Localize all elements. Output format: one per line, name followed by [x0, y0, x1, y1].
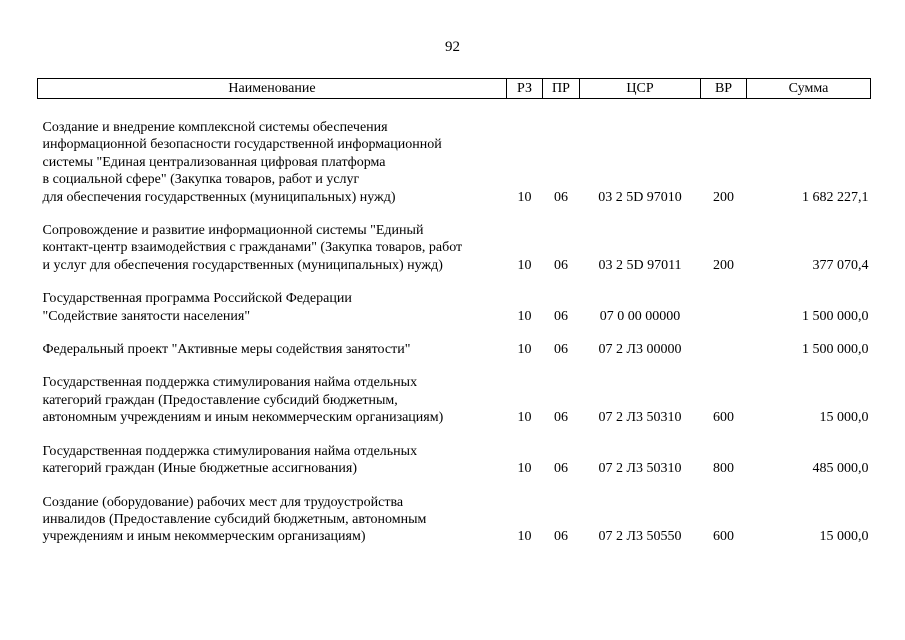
- row-sum: 1 500 000,0: [802, 342, 869, 358]
- table-row: [38, 358, 871, 426]
- row-name: Федеральный проект "Активные меры содействия занятости": [42, 342, 411, 358]
- table-row: [38, 99, 871, 207]
- row-csr: 07 0 00 00000: [599, 308, 681, 324]
- row-name: Создание (оборудование) рабочих мест для трудоустройства инвалидов (Предоставление субсидий бюджетным, автономным учреждениям и иным некоммерческим организациям): [42, 494, 427, 545]
- row-rz: 10: [517, 308, 532, 324]
- row-pr: 06: [554, 461, 568, 477]
- row-rz: 10: [517, 529, 532, 545]
- row-vr: 800: [713, 461, 734, 477]
- row-pr: 06: [554, 189, 568, 205]
- row-rz: 10: [517, 461, 532, 477]
- row-pr: 06: [554, 342, 568, 358]
- row-rz: 10: [517, 342, 532, 358]
- header-pr: ПР: [543, 79, 580, 99]
- row-name: Создание и внедрение комплексной системы обеспечения информационной безопасности государственной информационной системы "Единая централизованная цифровая платформа в социальной сфере" (Закупка товаров, работ и услуг для обеспечения государственных (муниципальных) нужд): [42, 120, 442, 205]
- table-row: [38, 274, 871, 325]
- row-pr: 06: [554, 308, 568, 324]
- table-row: [38, 427, 871, 478]
- row-vr: 600: [713, 529, 734, 545]
- header-csr: ЦСР: [580, 79, 701, 99]
- row-sum: 1 682 227,1: [802, 189, 869, 205]
- row-vr: 200: [713, 189, 734, 205]
- row-name: Сопровождение и развитие информационной системы "Единый контакт-центр взаимодействия с гражданами" (Закупка товаров, работ и услуг для обеспечения государственных (муниципальных) нужд): [42, 223, 463, 273]
- row-sum: 15 000,0: [819, 529, 869, 545]
- row-name: Государственная программа Российской Федерации "Содействие занятости населения": [42, 291, 352, 324]
- row-vr: [701, 325, 747, 358]
- page-number: 92: [445, 39, 460, 55]
- row-csr: 07 2 Л3 50310: [598, 410, 682, 426]
- row-rz: 10: [517, 410, 532, 426]
- row-vr: [701, 274, 747, 325]
- row-sum: 15 000,0: [819, 410, 869, 426]
- row-sum: 1 500 000,0: [802, 308, 869, 324]
- row-name: Государственная поддержка стимулирования найма отдельных категорий граждан (Предоставление субсидий бюджетным, автономным учреждениям и иным некоммерческим организациям): [42, 375, 444, 426]
- row-rz: 10: [517, 189, 532, 205]
- row-name: Государственная поддержка стимулирования найма отдельных категорий граждан (Иные бюджетные ассигнования): [42, 443, 418, 477]
- row-csr: 07 2 Л3 50550: [598, 529, 682, 545]
- header-name: Наименование: [38, 79, 507, 99]
- row-vr: 200: [713, 257, 734, 273]
- budget-table: [37, 78, 871, 546]
- table-row: [38, 206, 871, 274]
- row-csr: 07 2 Л3 00000: [598, 342, 682, 358]
- header-sum: Сумма: [747, 79, 871, 99]
- row-sum: 377 070,4: [812, 257, 869, 273]
- row-pr: 06: [554, 529, 568, 545]
- table-row: [38, 325, 871, 358]
- row-pr: 06: [554, 410, 568, 426]
- row-csr: 03 2 5D 97010: [598, 189, 682, 205]
- row-rz: 10: [517, 257, 532, 273]
- header-vr: ВР: [701, 79, 747, 99]
- row-csr: 07 2 Л3 50310: [598, 461, 682, 477]
- header-rz: РЗ: [507, 79, 543, 99]
- row-pr: 06: [554, 257, 568, 273]
- table-header-row: [38, 79, 871, 99]
- row-vr: 600: [713, 410, 734, 426]
- row-csr: 03 2 5D 97011: [598, 257, 682, 273]
- row-sum: 485 000,0: [812, 461, 869, 477]
- table-row: [38, 478, 871, 546]
